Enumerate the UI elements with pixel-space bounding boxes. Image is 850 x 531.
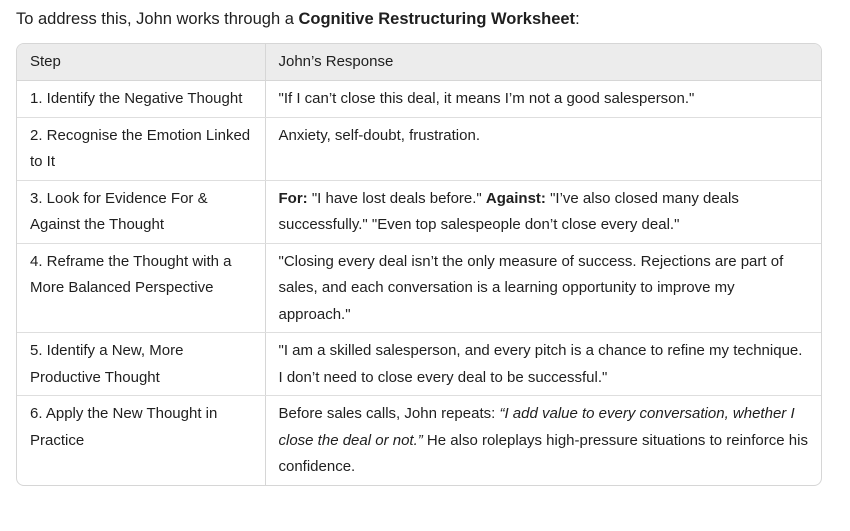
step-cell: 3. Look for Evidence For & Against the Thought <box>17 180 265 243</box>
intro-suffix: : <box>575 10 580 28</box>
for-label: For: <box>278 189 308 207</box>
step-cell: 1. Identify the Negative Thought <box>17 81 265 118</box>
response-cell: "Closing every deal isn’t the only measure of success. Rejections are part of sales, and each conversation is a learning opportunity to improve my approach." <box>265 243 821 333</box>
against-text: "I’ve also closed many deals successfully." "Even top salespeople don’t close every deal." <box>278 189 739 233</box>
practice-quote: “I add value to every conversation, whether I close the deal or not.” <box>278 405 795 449</box>
response-cell: "I am a skilled salesperson, and every pitch is a chance to refine my technique. I don’t need to close every deal to be successful." <box>265 333 821 396</box>
response-cell: Anxiety, self-doubt, frustration. <box>265 117 821 180</box>
against-label: Against: <box>485 189 546 207</box>
practice-suffix: He also roleplays high-pressure situations to reinforce his confidence. <box>278 431 808 475</box>
step-cell: 2. Recognise the Emotion Linked to It <box>17 117 265 180</box>
response-cell: "If I can’t close this deal, it means I’m not a good salesperson." <box>265 81 821 118</box>
table-row <box>17 81 821 118</box>
response-cell <box>265 396 821 485</box>
header-response: John’s Response <box>265 44 821 81</box>
intro-bold-title: Cognitive Restructuring Worksheet <box>298 10 576 28</box>
table-row <box>17 333 821 396</box>
step-cell: 6. Apply the New Thought in Practice <box>30 405 218 449</box>
practice-prefix: Before sales calls, John repeats: <box>278 405 500 422</box>
table-row <box>17 396 821 485</box>
step-cell: 5. Identify a New, More Productive Thought <box>17 333 265 396</box>
header-step: Step <box>17 44 265 81</box>
table-header-row <box>17 44 821 81</box>
table-row <box>17 117 821 180</box>
for-text: "I have lost deals before." <box>307 189 486 207</box>
intro-text: To address this, John works through a <box>16 10 299 28</box>
response-cell <box>265 180 821 243</box>
worksheet-table <box>17 44 821 485</box>
worksheet-table-container <box>16 43 822 486</box>
intro-paragraph <box>16 7 580 31</box>
step-cell: 4. Reframe the Thought with a More Balanced Perspective <box>17 243 265 333</box>
table-row <box>17 243 821 333</box>
table-row <box>17 180 821 243</box>
